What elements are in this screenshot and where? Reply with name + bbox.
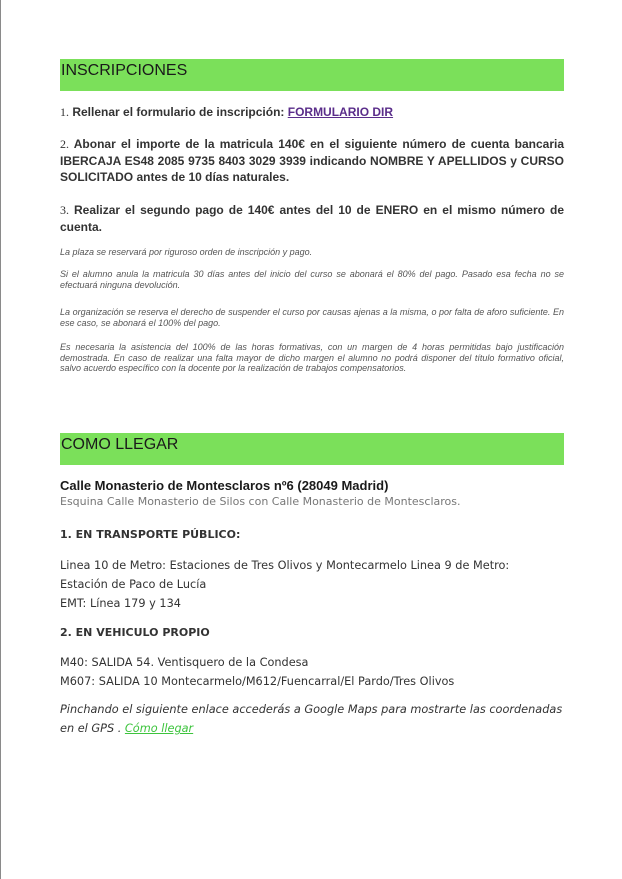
note-asistencia: Es necesaria la asistencia del 100% de las horas formativas, con un margen de 4 horas permitidas bajo justificación demostrada. En caso de realizar una falta mayor de dicho margen el alumno no podrá disponer del título formativo oficial, salvo acuerdo específico con la docente por la realización de trabajos compensatorios. <box>60 342 564 374</box>
vehiculo-line: M40: SALIDA 54. Ventisquero de la Condesa <box>60 656 309 669</box>
address-title: Calle Monasterio de Montesclaros nº6 (28049 Madrid) <box>60 478 389 493</box>
note-anulacion: Si el alumno anula la matricula 30 días antes del inicio del curso se abonará el 80% del pago. Pasado esa fecha no se efectuará ninguna devolución. <box>60 269 564 290</box>
step-1-number: 1. <box>60 105 69 119</box>
transporte-line: Linea 10 de Metro: Estaciones de Tres Olivos y Montecarmelo Linea 9 de Metro: <box>60 559 510 572</box>
step-2-text: Abonar el importe de la matricula 140€ en el siguiente número de cuenta bancaria IBERCAJA ES48 2085 9735 8403 3029 3939 indicando NOMBRE Y APELLIDOS y CURSO SOLICITADO antes de 10 días naturales. <box>60 137 564 184</box>
transporte-heading: 1. EN TRANSPORTE PÚBLICO: <box>60 528 241 541</box>
step-3-text: Realizar el segundo pago de 140€ antes del 10 de ENERO en el mismo número de cuenta. <box>60 203 564 234</box>
step-1 <box>60 104 564 121</box>
step-3-number: 3. <box>60 203 69 217</box>
step-3 <box>60 202 564 235</box>
step-2-number: 2. <box>60 137 69 151</box>
note-suspension: La organización se reserva el derecho de suspender el curso por causas ajenas a la misma, o por falta de aforo suficiente. En ese caso, se abonará el 100% del pago. <box>60 307 564 328</box>
step-2 <box>60 136 564 186</box>
section-heading-como-llegar: COMO LLEGAR <box>60 433 564 465</box>
maps-link[interactable]: Cómo llegar <box>124 722 194 735</box>
maps-paragraph <box>60 700 564 738</box>
vehiculo-heading: 2. EN VEHICULO PROPIO <box>60 626 210 639</box>
formulario-link[interactable]: FORMULARIO DIR <box>287 105 394 119</box>
vehiculo-info <box>60 653 564 691</box>
transporte-info <box>60 556 564 613</box>
note-reserva: La plaza se reservará por riguroso orden de inscripción y pago. <box>60 247 313 257</box>
step-1-text: Rellenar el formulario de inscripción: <box>72 105 288 119</box>
section-heading-inscripciones: INSCRIPCIONES <box>60 59 564 91</box>
maps-text: Pinchando el siguiente enlace accederás a Google Maps para mostrarte las coordenadas en el GPS . <box>60 703 563 735</box>
page-left-border <box>0 0 1 879</box>
vehiculo-line: M607: SALIDA 10 Montecarmelo/M612/Fuencarral/El Pardo/Tres Olivos <box>60 675 455 688</box>
address-subtitle: Esquina Calle Monasterio de Silos con Calle Monasterio de Montesclaros. <box>60 495 461 508</box>
transporte-line: EMT: Línea 179 y 134 <box>60 597 181 610</box>
transporte-line: Estación de Paco de Lucía <box>60 578 207 591</box>
